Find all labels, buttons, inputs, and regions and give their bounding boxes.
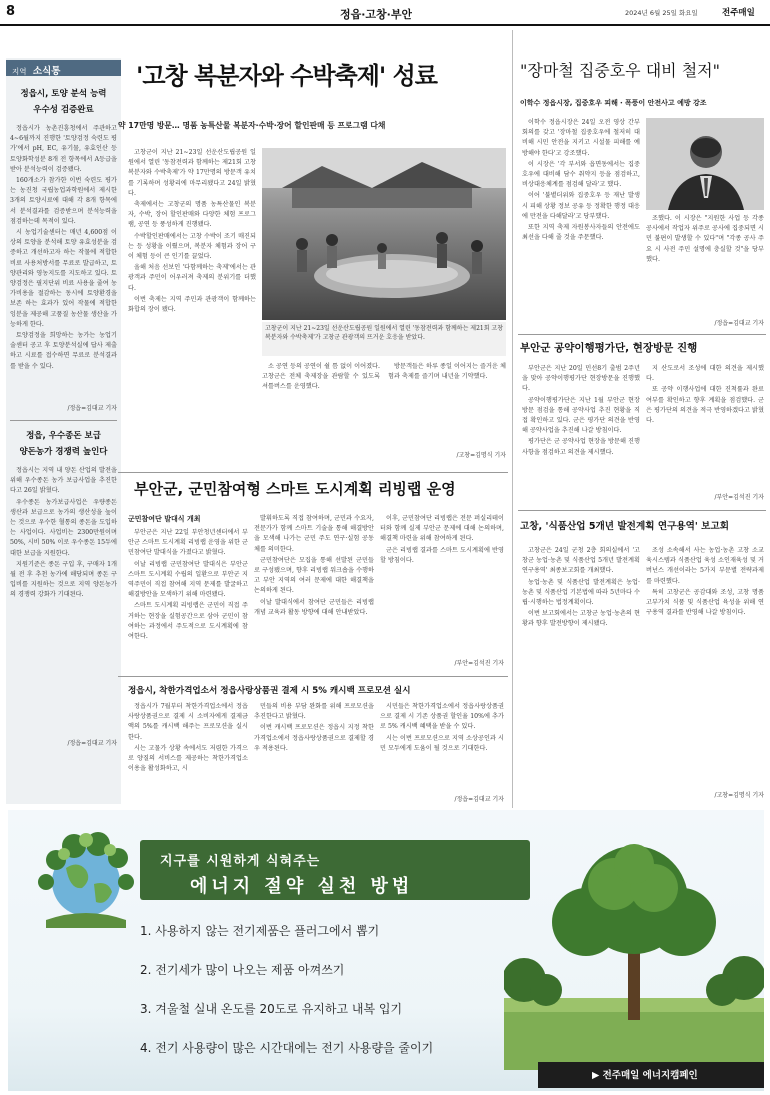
mayor-portrait-illustration <box>646 118 764 210</box>
energy-ad <box>8 810 764 1091</box>
smartcity-body-col3 <box>380 514 504 654</box>
paragraph: 시는 고물가 상황 속에서도 저렴한 가격으로 양질의 서비스를 제공하는 착한가격업소 이용을 활성화하고, 시 <box>128 744 248 773</box>
sidebar-article2-title: 정읍, 우수종돈 보급 양돈농가 경쟁력 높인다 <box>19 431 108 457</box>
paragraph: 부안군은 지난 22일 부안청년센터에서 부안군 스마트 도시계획 리빙랩 운영을 위한 군민참여단 발대식을 가졌다고 밝혔다. <box>128 529 248 557</box>
main-body-left <box>128 148 256 458</box>
paragraph: 시는 이번 프로모션으로 지역 소상공인과 시민 모두에게 도움이 될 것으로 기대한다. <box>380 734 504 752</box>
tree-illustration <box>504 830 764 1070</box>
ad-tip-3: 3. 겨울철 실내 온도를 20도로 유지하고 내복 입기 <box>140 1002 403 1016</box>
paragraph: 이번 캐시백 프로모션은 정읍시 지정 착한가격업소에서 정읍사랑상품권으로 결제할 경우 적용된다. <box>254 724 374 752</box>
ad-tip-4: 4. 전기 사용량이 많은 시간대에는 전기 사용량을 줄이기 <box>140 1041 434 1055</box>
cashback-body-col2 <box>254 702 374 802</box>
sidebar-article2-body <box>10 466 117 734</box>
paragraph: 이 시장은 '각 부서와 읍면동에서는 집중호우에 대비해 담수 취약지 등을 점검하고, 비상대응체계를 점검해 달라'고 했다. <box>522 160 640 189</box>
paragraph: 이번 보고회에서는 고창군 농업·농촌의 현황과 향후 발전방향이 제시됐다. <box>522 610 640 628</box>
paragraph: 축제에서는 고창군의 명품 농특산물인 복분자, 수박, 장어 할인판매와 다양한 체험 프로그램, 공연 등 풍성하게 진행됐다. <box>128 201 256 229</box>
header-rule <box>0 24 770 26</box>
smartcity-headline: 부안군, 군민참여형 스마트 도시계획 리빙랩 운영 <box>134 480 456 498</box>
paragraph: 이후, 군민참여단 리빙랩은 전문 퍼실리테이터와 함께 실제 부안군 문제에 대해 논의하며, 해결책 마련을 위해 참여하게 된다. <box>380 515 504 543</box>
sidebar-tag <box>6 60 121 76</box>
page-number: 8 <box>6 4 16 19</box>
ad-tip-2: 2. 전기세가 많이 나오는 제품 아껴쓰기 <box>140 963 345 977</box>
paragraph: 정읍시는 지역 내 양돈 산업의 발전을 위해 우수종돈 농가 보급사업을 추진한다고 26일 밝혔다. <box>10 467 117 495</box>
divider <box>518 334 766 335</box>
cashback-body-col3 <box>380 702 504 794</box>
photo-caption: 고창군이 지난 21~23일 선운산도립공원 일원에서 열린 '동참전력과 함께하는 제21회 고창 복분자와 수박축제'가 고창군 관광객의 뜨거운 호응을 받았다. <box>262 322 506 356</box>
sidebar-article1-signature: /정읍=김대교 기자 <box>67 405 117 412</box>
sidebar-article1-title: 정읍시, 토양 분석 능력 우수성 검증완료 <box>20 89 107 115</box>
ad-title-top: 지구를 시원하게 식혀주는 <box>160 854 321 869</box>
paragraph: 우수종돈 농가보급사업은 우량종돈 생산과 보급으로 농가의 생산성을 높이는 것으로 우수한 혈통의 종돈을 도입하는 사업이다. 사업비는 2300만원이며 50%, 시비 50% 이로 우수종돈 15두에 대한 보급을 지원한다. <box>10 498 117 557</box>
smartcity-body-col1 <box>128 528 248 668</box>
food-body-col1 <box>522 546 640 798</box>
paragraph: 농업·농촌 및 식품산업 발전계획은 농업·농촌 및 식품산업 기본법에 따라 5년마다 수립·시행하는 법정계획이다. <box>522 578 640 607</box>
paragraph: 160개소가 참가한 이번 숙련도 평가는 농진청 국립농업과학원에서 제시한 3개의 토양시료에 대해 각 8개 항목에서 분석결과를 검증받으며 분석능력을 점검하는데 목적이 있다. <box>10 177 117 225</box>
ad-tip-1: 1. 사용하지 않는 전기제품은 플러그에서 뽑기 <box>140 924 380 938</box>
main-headline: '고창 복분자와 수박축제' 성료 <box>136 62 437 90</box>
paragraph: 공약이행평가단은 지난 1월 부안군 현장방문 점검을 통해 공약사업 추진 현황을 직접 확인하고 있다. 군은 평가단 의견을 반영해 공약사업을 추진해 나갈 방침이다. <box>522 396 640 435</box>
paper-name: 전주매일 <box>722 8 755 18</box>
divider <box>518 510 766 511</box>
paragraph: 이번 축제는 지역 주민과 관광객이 함께하는 화합의 장이 됐다. <box>128 295 256 314</box>
paragraph: 소 공연 등의 공연이 쉴 틈 없이 이어졌다. 고창군은 전체 축제장을 관람할 수 있도록 셔틀버스를 운영했다. <box>262 363 380 391</box>
paragraph: 또 공약 이행사업에 대한 진척률과 완료 여부를 확인하고 향후 계획을 점검했다. 군은 평가단의 의견을 적극 반영하겠다고 밝혔다. <box>646 386 764 425</box>
paragraph: 정읍시가 농촌진흥청에서 주관하고 4~6월까지 진행한 '토양검정 숙련도 평가'에서 pH, EC, 유기물, 유효인산 등 토양화학성분 8개 전 항목에서 A등급을 받아 분석능력이 검증됐다. <box>10 125 117 173</box>
paragraph: 특히 고창군은 공감대와 조성, 고창 명품 고부가치 식품 및 식품산업 육성을 위해 연구용역 결과를 반영해 나갈 방침이다. <box>646 588 764 617</box>
rain-body-col2 <box>646 214 764 316</box>
smartcity-signature: /부안=김석진 기자 <box>454 660 504 667</box>
paragraph: 올해 처음 선보인 '다함께하는 축제'에서는 관광객과 주민이 어우러져 축제의 분위기를 더했다. <box>128 264 256 292</box>
smartcity-body-col2 <box>254 514 374 668</box>
paragraph: 수박할인판매에서는 고창 수박이 조기 매진되는 등 성황을 이뤘으며, 복분자 체험과 장어 구이 체험 등이 큰 인기를 끌었다. <box>128 232 256 261</box>
rain-headline: "장마철 집중호우 대비 철저" <box>520 61 720 80</box>
paragraph: 지원기준은 종돈 구입 후, 구매자 1개월 전 후 추천 농가에 해당되며 종돈 구입비를 지원하는 것으로 지역 양돈농가의 경쟁력 강화가 기대된다. <box>10 560 117 599</box>
paragraph: 군은 리빙랩 결과를 스마트 도시계획에 반영할 방침이다. <box>380 546 504 564</box>
pledge-headline: 부안군 공약이행평가단, 현장방문 진행 <box>520 342 698 354</box>
main-body-right <box>262 362 506 448</box>
cashback-body-col1 <box>128 702 248 802</box>
pledge-signature: /부안=김석진 기자 <box>714 494 764 501</box>
paragraph: 방문객들은 하루 종일 이어지는 즐거운 체험과 축제를 즐기며 내년을 기약했다. <box>388 363 506 381</box>
paragraph: 지 산도로서 조성에 대한 의견을 제시했다. <box>646 365 764 383</box>
cashback-signature: /정읍=김대교 기자 <box>454 796 504 803</box>
divider <box>118 472 508 473</box>
sidebar-divider <box>10 420 117 421</box>
sidebar-article2-signature: /정읍=김대교 기자 <box>67 740 117 747</box>
paragraph: 시 농업기술센터는 매년 4,600점 이상의 토양을 분석해 토양 유효성분을 검증하고 개선하고자 하는 작물에 적합한 비료 사용처방서를 무료로 발급하고, 토양관리와 영농지도를 지도하고 있다. 토양검정은 필지단위 비료 사용을 줄여 농가비용을 절감하는 동시에 토양환경을 보존 하는 효과가 있어 작물에 적합한 잉분을 제공해 고품질 농산물 생산을 가능하게 한다. <box>10 229 117 328</box>
paragraph: 이어 '불볕더위와 집중호우 등 재난 발생 시 피해 상황 정보 공유 등 정확한 행정 대응에 만전을 다해달라'고 당부했다. <box>522 192 640 220</box>
tag-region: 지역 <box>12 67 27 76</box>
rain-body-col1 <box>522 118 640 330</box>
paragraph: 정읍시가 7월부터 착한가격업소에서 정읍사랑상품권으로 결제 시 소비자에게 결제금액의 5%를 캐시백 해주는 프로모션을 실시한다. <box>128 703 248 741</box>
globe-tree-icon <box>26 824 146 944</box>
smartcity-subhead: 군민참여단 발대식 개최 <box>128 515 201 523</box>
paragraph: 군민참여단은 모집을 통해 선발된 군민들로 구성됐으며, 향후 리빙랩 워크숍을 수행하고 부안 지역의 여러 문제에 대한 해결책을 논의하게 된다. <box>254 556 374 595</box>
pledge-body-col2 <box>646 364 764 490</box>
paragraph: 고창군이 지난 21~23일 선운산도립공원 일원에서 열린 '동참전력과 함께하는 제21회 고창 복분자와 수박축제'가 약 17만명의 방문객 유치를 기록하며 성황리에 마무리됐다고 24일 밝혔다. <box>128 149 256 197</box>
food-body-col2 <box>646 546 764 786</box>
paragraph: 시민들은 착한가격업소에서 정읍사랑상품권으로 결제 시 기존 상품권 할인율 10%에 추가로 5% 캐시백 혜택을 받을 수 있다. <box>380 703 504 731</box>
festival-photo <box>262 148 506 320</box>
mayor-portrait <box>646 118 764 210</box>
ad-title-main: 에너지 절약 실천 방법 <box>190 876 414 897</box>
food-signature: /고창=김명식 기자 <box>714 792 764 799</box>
paragraph: 발휘하도록 직접 참여하며, 군민과 수요자, 전문가가 함께 스마트 기술을 통해 해결방안을 모색해 나가는 군민 주도 연구·실험 공동체를 의미한다. <box>254 515 374 553</box>
sidebar-article1-body <box>10 124 117 398</box>
issue-date: 2024년 6월 25일 화요일 <box>625 9 698 17</box>
paragraph: 이학수 정읍시장은 24일 오전 영상 간부회의를 갖고 '장마철 집중호우에 철저히 대비해 시민 안전을 지키고 시설물 피해를 예방해야 한다'고 강조했다. <box>522 119 640 157</box>
ad-tips-list <box>140 922 500 1078</box>
paragraph: 조성 소속해서 사는 농업·농촌 고창 소교육시스템과 식품산업 육성 소인재육성 및 거버넌스 개선이라는 5가지 부문별 전략과제를 마련했다. <box>646 547 764 585</box>
rain-signature: /정읍=김대교 기자 <box>714 320 764 327</box>
pledge-body-col1 <box>522 364 640 502</box>
paragraph: 부안군은 지난 20일 민선8기 출범 2주년을 맞아 공약이행평가단 현장방문을 진행했다. <box>522 365 640 393</box>
food-headline: 고창, '식품산업 5개년 발전계획 연구용역' 보고회 <box>520 521 729 532</box>
main-subheadline: 약 17만명 방문… 명품 농특산물 복분자·수박·장어 할인판매 등 프로그램 다채 <box>118 121 386 130</box>
paragraph: 스마트 도시계획 리빙랩은 군민이 직접 주거하는 현장을 실험공간으로 삼아 군민이 참여하는 과정에서 주도적으로 도시계획에 참여한다. <box>128 602 248 641</box>
section-title: 정읍·고창·부안 <box>340 8 413 21</box>
play-icon: ▶ <box>592 1070 603 1081</box>
paragraph: 토양검정을 희망하는 농가는 농업기술센터 공고 후 토양분석실에 답사 제출하고 시료를 접수하면 무료로 분석결과를 받을 수 있다. <box>10 332 117 370</box>
column-rule <box>512 30 513 808</box>
cashback-headline: 정읍시, 착한가격업소서 정읍사랑상품권 결제 시 5% 캐시백 프로모션 실시 <box>128 686 411 696</box>
tag-title: 소식통 <box>32 66 61 76</box>
paragraph: 평가단은 군 공약사업 현장을 방문해 진행사항을 점검하고 의견을 제시했다. <box>522 438 640 456</box>
rain-subheadline: 이학수 정읍시장, 집중호우 피해・폭풍이 안전사고 예방 강조 <box>520 99 707 107</box>
paragraph: 또한 지역 축제 자원봉사자들의 안전에도 최선을 다해 줄 것을 주문했다. <box>522 224 640 242</box>
paragraph: 조했다. 이 시장은 "지원한 사업 등 각종 공사에서 작업자 위주로 공사에 집중되면 시민 불편이 발생할 수 있다"며 "각종 공사 주요 시 사전 주민 설명에 충실할 것"을 당부했다. <box>646 215 764 263</box>
ad-campaign-label: ▶ 전주매일 에너지캠페인 <box>592 1070 698 1081</box>
paragraph: 이날 리빙랩 군민참여단 발대식은 부안군 스마트 도시계획 수립의 일환으로 부안군 지역주민이 직접 참여해 지역 문제를 발굴하고 해결방안을 모색하기 위해 마련됐다. <box>128 560 248 599</box>
festival-photo-illustration <box>262 148 506 320</box>
paragraph: 이날 발대식에서 참여단 군민들은 리빙랩 개념 교육과 활동 방향에 대해 안내받았다. <box>254 598 374 616</box>
main-signature: /고창=김명식 기자 <box>456 452 506 459</box>
paragraph: 고창군은 24일 군청 2층 회의실에서 '고창군 농업·농촌 및 식품산업 5개년 발전계획 연구용역' 최종보고회를 개최했다. <box>522 547 640 575</box>
divider <box>118 676 508 677</box>
paragraph: 민들의 비용 부담 완화를 위해 프로모션을 추진한다고 밝혔다. <box>254 703 374 721</box>
